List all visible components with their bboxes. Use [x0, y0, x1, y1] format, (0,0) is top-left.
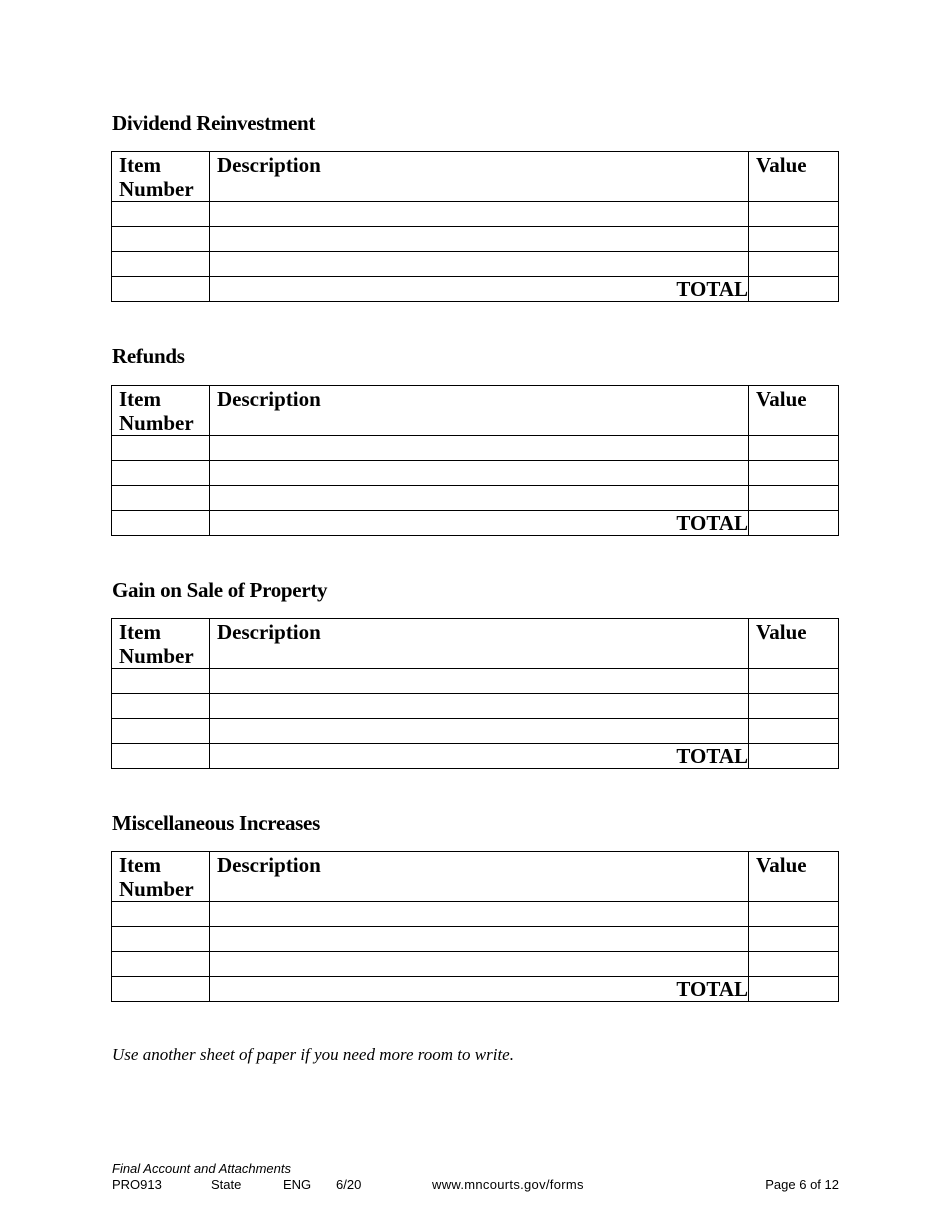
total-value-cell[interactable]	[749, 977, 839, 1002]
dividend-reinvestment-table	[111, 151, 839, 302]
total-value-cell[interactable]	[749, 744, 839, 769]
description-cell[interactable]	[210, 952, 749, 977]
table-row	[112, 227, 839, 252]
description-cell[interactable]	[210, 202, 749, 227]
table-row	[112, 669, 839, 694]
item-number-cell[interactable]	[112, 227, 210, 252]
header-description: Description	[210, 386, 749, 436]
total-label: TOTAL	[210, 977, 749, 1002]
description-cell[interactable]	[210, 902, 749, 927]
item-number-cell[interactable]	[112, 436, 210, 461]
description-cell[interactable]	[210, 461, 749, 486]
section-title-dividend-reinvestment: Dividend Reinvestment	[112, 111, 316, 135]
header-description: Description	[210, 152, 749, 202]
item-number-cell	[112, 511, 210, 536]
value-cell[interactable]	[749, 669, 839, 694]
item-number-cell[interactable]	[112, 719, 210, 744]
value-cell[interactable]	[749, 927, 839, 952]
value-cell[interactable]	[749, 486, 839, 511]
value-cell[interactable]	[749, 694, 839, 719]
value-cell[interactable]	[749, 202, 839, 227]
header-description: Description	[210, 852, 749, 902]
total-row	[112, 511, 839, 536]
item-number-cell	[112, 977, 210, 1002]
total-value-cell[interactable]	[749, 277, 839, 302]
value-cell[interactable]	[749, 952, 839, 977]
header-item-number: Item Number	[112, 852, 210, 902]
table-row	[112, 486, 839, 511]
total-row	[112, 744, 839, 769]
header-item-number: Item Number	[112, 152, 210, 202]
extra-paper-note: Use another sheet of paper if you need more room to write.	[112, 1045, 514, 1064]
description-cell[interactable]	[210, 486, 749, 511]
table-header-row	[112, 386, 839, 436]
table-row	[112, 461, 839, 486]
description-cell[interactable]	[210, 436, 749, 461]
total-row	[112, 277, 839, 302]
miscellaneous-increases-table	[111, 851, 839, 1002]
table-row	[112, 252, 839, 277]
total-row	[112, 977, 839, 1002]
value-cell[interactable]	[749, 719, 839, 744]
total-label: TOTAL	[210, 744, 749, 769]
item-number-cell[interactable]	[112, 694, 210, 719]
table-row	[112, 694, 839, 719]
value-cell[interactable]	[749, 227, 839, 252]
section-title-refunds: Refunds	[112, 344, 185, 368]
header-item-number: Item Number	[112, 619, 210, 669]
header-description: Description	[210, 619, 749, 669]
footer-jurisdiction: State	[211, 1177, 242, 1192]
table-row	[112, 952, 839, 977]
description-cell[interactable]	[210, 252, 749, 277]
header-value: Value	[749, 619, 839, 669]
footer-form-name: Final Account and Attachments	[112, 1161, 291, 1176]
total-label: TOTAL	[210, 511, 749, 536]
item-number-cell	[112, 744, 210, 769]
footer-page-number: Page 6 of 12	[765, 1177, 839, 1192]
item-number-cell[interactable]	[112, 461, 210, 486]
table-row	[112, 202, 839, 227]
page-footer	[112, 1161, 839, 1193]
table-header-row	[112, 619, 839, 669]
table-header-row	[112, 852, 839, 902]
table-row	[112, 719, 839, 744]
footer-revision: 6/20	[336, 1177, 362, 1192]
value-cell[interactable]	[749, 436, 839, 461]
header-value: Value	[749, 852, 839, 902]
item-number-cell[interactable]	[112, 927, 210, 952]
header-value: Value	[749, 152, 839, 202]
footer-details	[112, 1177, 839, 1193]
item-number-cell	[112, 277, 210, 302]
description-cell[interactable]	[210, 694, 749, 719]
item-number-cell[interactable]	[112, 669, 210, 694]
item-number-cell[interactable]	[112, 486, 210, 511]
description-cell[interactable]	[210, 669, 749, 694]
header-item-number: Item Number	[112, 386, 210, 436]
gain-on-sale-table	[111, 618, 839, 769]
value-cell[interactable]	[749, 461, 839, 486]
item-number-cell[interactable]	[112, 202, 210, 227]
footer-url[interactable]: www.mncourts.gov/forms	[432, 1177, 584, 1192]
table-row	[112, 436, 839, 461]
description-cell[interactable]	[210, 719, 749, 744]
section-title-gain-on-sale: Gain on Sale of Property	[112, 578, 328, 602]
description-cell[interactable]	[210, 927, 749, 952]
description-cell[interactable]	[210, 227, 749, 252]
total-value-cell[interactable]	[749, 511, 839, 536]
footer-form-code: PRO913	[112, 1177, 162, 1192]
section-title-miscellaneous-increases: Miscellaneous Increases	[112, 811, 320, 835]
value-cell[interactable]	[749, 252, 839, 277]
item-number-cell[interactable]	[112, 902, 210, 927]
table-row	[112, 902, 839, 927]
value-cell[interactable]	[749, 902, 839, 927]
table-header-row	[112, 152, 839, 202]
item-number-cell[interactable]	[112, 252, 210, 277]
total-label: TOTAL	[210, 277, 749, 302]
header-value: Value	[749, 386, 839, 436]
table-row	[112, 927, 839, 952]
item-number-cell[interactable]	[112, 952, 210, 977]
refunds-table	[111, 385, 839, 536]
footer-language: ENG	[283, 1177, 312, 1192]
